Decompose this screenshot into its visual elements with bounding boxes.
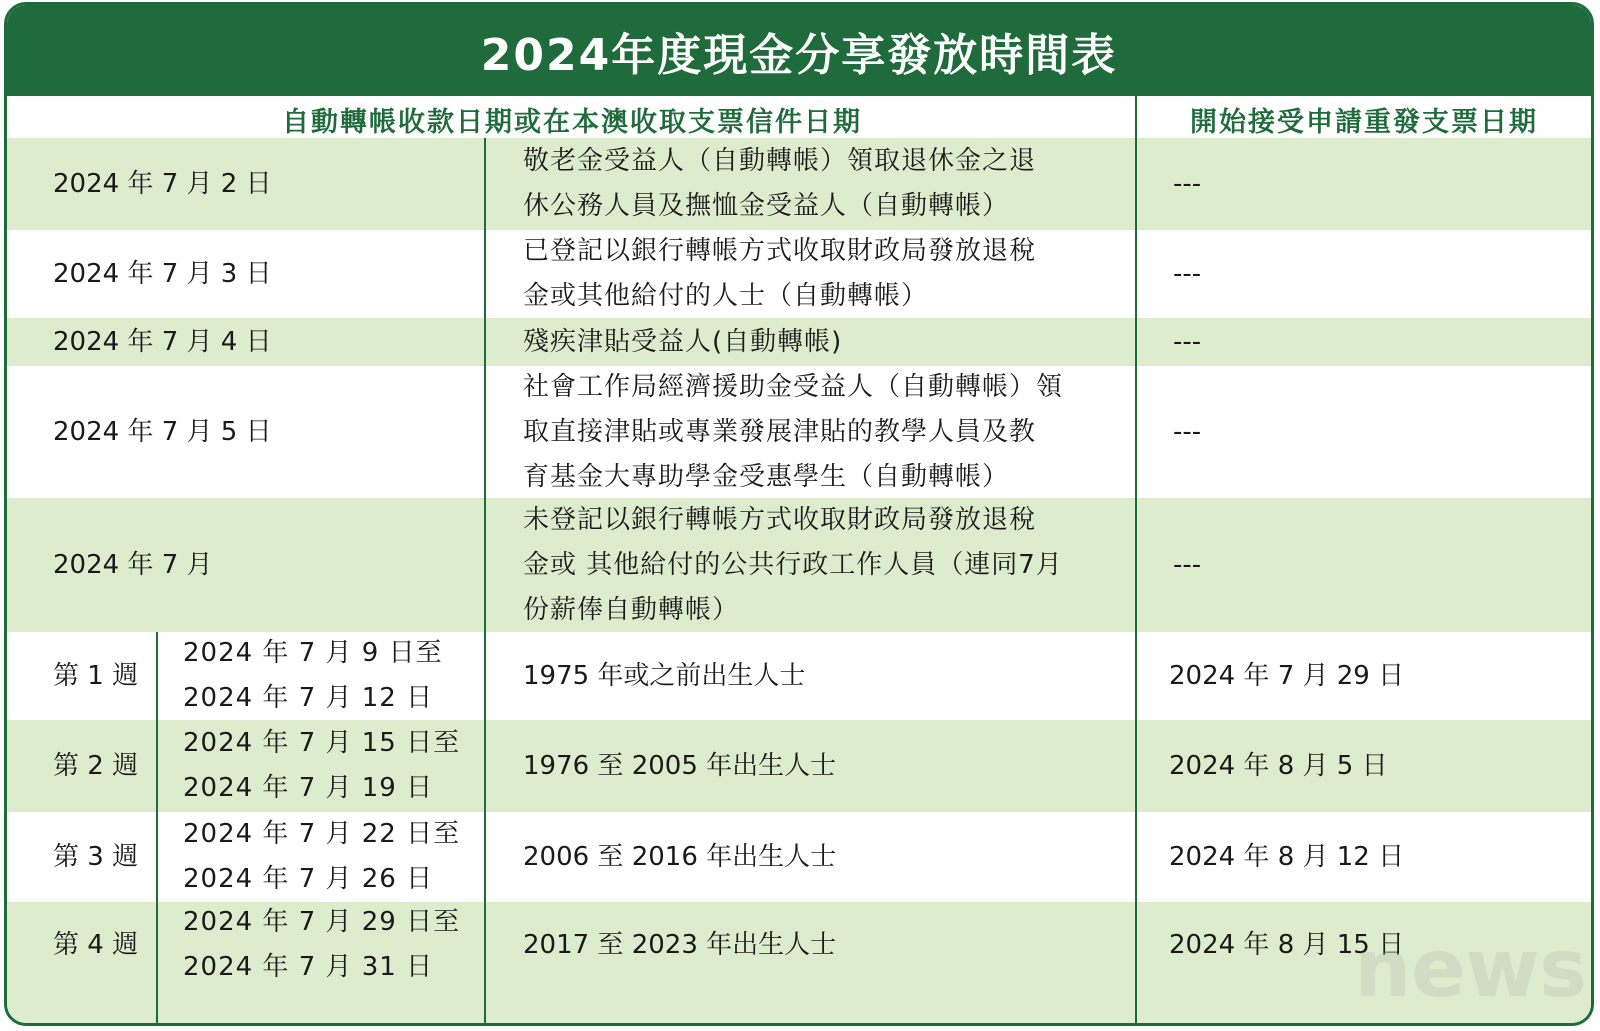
watermark: news [1354,922,1587,1015]
week-desc: 1976 至 2005 年出生人士 [523,750,837,781]
week-label: 第 3 週 [53,841,139,872]
column-divider [484,138,486,1026]
column-divider [1135,96,1137,1026]
page-title: 2024年度現金分享發放時間表 [7,5,1591,96]
week-reissue: 2024 年 8 月 5 日 [1169,750,1388,781]
week-label: 第 2 週 [53,750,139,781]
row-desc: 敬老金受益人（自動轉帳）領取退休金之退 休公務人員及撫恤金受益人（自動轉帳） [523,146,1037,221]
row-desc: 已登記以銀行轉帳方式收取財政局發放退稅 金或其他給付的人士（自動轉帳） [523,236,1037,311]
row-date: 2024 年 7 月 2 日 [53,168,272,199]
row-reissue: --- [1173,416,1202,447]
week-reissue: 2024 年 7 月 29 日 [1169,660,1405,691]
week-dates: 2024 年 7 月 29 日至 2024 年 7 月 31 日 [183,907,461,982]
row-reissue: --- [1173,258,1202,289]
header-right: 開始接受申請重發支票日期 [1190,106,1538,138]
row-reissue: --- [1173,326,1202,357]
week-desc: 1975 年或之前出生人士 [523,660,806,691]
column-divider [156,632,158,1026]
row-desc: 社會工作局經濟援助金受益人（自動轉帳）領 取直接津貼或專業發展津貼的教學人員及教 育基金大專助學金受惠學生（自動轉帳） [523,371,1064,492]
week-desc: 2017 至 2023 年出生人士 [523,929,837,960]
week-label: 第 1 週 [53,660,139,691]
row-date: 2024 年 7 月 3 日 [53,258,272,289]
row-desc: 未登記以銀行轉帳方式收取財政局發放退稅 金或 其他給付的公共行政工作人員（連同7月 份薪俸自動轉帳） [523,504,1063,625]
week-dates: 2024 年 7 月 15 日至 2024 年 7 月 19 日 [183,728,461,803]
header-left: 自動轉帳收款日期或在本澳收取支票信件日期 [282,106,862,138]
week-dates: 2024 年 7 月 9 日至 2024 年 7 月 12 日 [183,638,443,713]
row-desc: 殘疾津貼受益人(自動轉帳) [523,326,843,357]
row-date: 2024 年 7 月 5 日 [53,416,272,447]
row-date: 2024 年 7 月 4 日 [53,326,272,357]
row-reissue: --- [1173,549,1202,580]
row-date: 2024 年 7 月 [53,549,213,580]
week-desc: 2006 至 2016 年出生人士 [523,841,837,872]
week-label: 第 4 週 [53,929,139,960]
row-reissue: --- [1173,168,1202,199]
week-dates: 2024 年 7 月 22 日至 2024 年 7 月 26 日 [183,819,461,894]
schedule-card [4,2,1594,1026]
week-reissue: 2024 年 8 月 15 日 [1169,929,1405,960]
week-reissue: 2024 年 8 月 12 日 [1169,841,1405,872]
